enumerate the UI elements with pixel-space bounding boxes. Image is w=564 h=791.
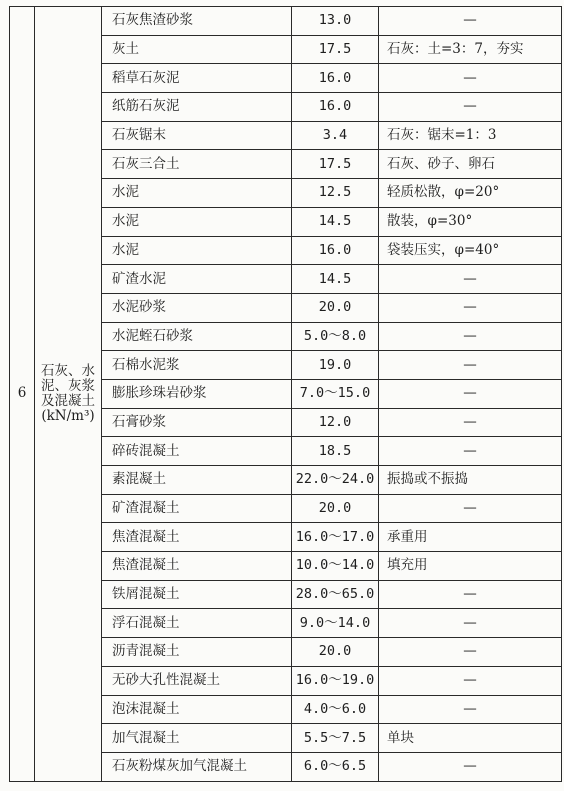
weight-value-cell: 17.5	[292, 150, 379, 179]
note-cell: —	[379, 638, 562, 667]
weight-value-cell: 17.5	[292, 35, 379, 64]
note-cell: —	[379, 265, 562, 294]
note-cell: 石灰、砂子、卵石	[379, 150, 562, 179]
weight-value-cell: 20.0	[292, 638, 379, 667]
note-cell: 散装，φ=30°	[379, 207, 562, 236]
weight-value-cell: 20.0	[292, 494, 379, 523]
weight-value-cell: 12.5	[292, 179, 379, 208]
weight-value-cell: 16.0	[292, 93, 379, 122]
note-cell: 石灰：锯末=1：3	[379, 121, 562, 150]
weight-value-cell: 16.0～17.0	[292, 523, 379, 552]
material-cell: 水泥砂浆	[102, 293, 292, 322]
weight-value-cell: 7.0～15.0	[292, 379, 379, 408]
group-number: 6	[10, 7, 35, 782]
material-cell: 石灰焦渣砂浆	[102, 7, 292, 36]
weight-value-cell: 13.0	[292, 7, 379, 36]
note-cell: —	[379, 322, 562, 351]
table-row	[10, 7, 562, 36]
note-cell: —	[379, 437, 562, 466]
note-cell: 承重用	[379, 523, 562, 552]
category-line: 石灰、水	[41, 362, 95, 379]
weight-value-cell: 4.0～6.0	[292, 695, 379, 724]
material-cell: 矿渣混凝土	[102, 494, 292, 523]
note-cell: —	[379, 7, 562, 36]
material-cell: 沥青混凝土	[102, 638, 292, 667]
material-cell: 石灰锯末	[102, 121, 292, 150]
note-cell: —	[379, 666, 562, 695]
note-cell: —	[379, 609, 562, 638]
category-line: (kN/m³)	[41, 407, 95, 424]
material-cell: 石膏砂浆	[102, 408, 292, 437]
table-body	[10, 7, 562, 782]
weight-value-cell: 14.5	[292, 207, 379, 236]
weight-value-cell: 14.5	[292, 265, 379, 294]
material-cell: 水泥	[102, 236, 292, 265]
material-cell: 水泥蛭石砂浆	[102, 322, 292, 351]
material-cell: 石棉水泥浆	[102, 351, 292, 380]
category-line: 泥、灰浆	[41, 377, 95, 394]
weight-value-cell: 18.5	[292, 437, 379, 466]
weight-value-cell: 16.0	[292, 236, 379, 265]
note-cell: —	[379, 351, 562, 380]
material-cell: 无砂大孔性混凝土	[102, 666, 292, 695]
note-cell: —	[379, 293, 562, 322]
material-cell: 水泥	[102, 179, 292, 208]
material-cell: 素混凝土	[102, 466, 292, 495]
weight-value-cell: 3.4	[292, 121, 379, 150]
material-cell: 加气混凝土	[102, 724, 292, 753]
material-weight-table	[9, 6, 562, 782]
weight-value-cell: 6.0～6.5	[292, 752, 379, 781]
material-cell: 水泥	[102, 207, 292, 236]
material-cell: 碎砖混凝土	[102, 437, 292, 466]
note-cell: —	[379, 408, 562, 437]
note-cell: —	[379, 64, 562, 93]
material-cell: 铁屑混凝土	[102, 580, 292, 609]
material-cell: 石灰粉煤灰加气混凝土	[102, 752, 292, 781]
material-cell: 焦渣混凝土	[102, 523, 292, 552]
note-cell: 单块	[379, 724, 562, 753]
weight-value-cell: 5.5～7.5	[292, 724, 379, 753]
category-line: 及混凝土	[41, 392, 95, 409]
material-cell: 泡沫混凝土	[102, 695, 292, 724]
weight-value-cell: 19.0	[292, 351, 379, 380]
note-cell: —	[379, 494, 562, 523]
note-cell: —	[379, 93, 562, 122]
note-cell: 填充用	[379, 552, 562, 581]
note-cell: —	[379, 580, 562, 609]
material-cell: 灰土	[102, 35, 292, 64]
note-cell: 振捣或不振捣	[379, 466, 562, 495]
weight-value-cell: 10.0～14.0	[292, 552, 379, 581]
weight-value-cell: 12.0	[292, 408, 379, 437]
material-cell: 稻草石灰泥	[102, 64, 292, 93]
weight-value-cell: 16.0	[292, 64, 379, 93]
material-cell: 膨胀珍珠岩砂浆	[102, 379, 292, 408]
group-category	[35, 7, 102, 782]
note-cell: 石灰：土=3：7，夯实	[379, 35, 562, 64]
note-cell: 袋装压实，φ=40°	[379, 236, 562, 265]
note-cell: —	[379, 695, 562, 724]
weight-value-cell: 9.0～14.0	[292, 609, 379, 638]
note-cell: —	[379, 752, 562, 781]
material-cell: 纸筋石灰泥	[102, 93, 292, 122]
material-cell: 矿渣水泥	[102, 265, 292, 294]
weight-value-cell: 20.0	[292, 293, 379, 322]
note-cell: —	[379, 379, 562, 408]
weight-value-cell: 22.0～24.0	[292, 466, 379, 495]
material-cell: 石灰三合土	[102, 150, 292, 179]
weight-value-cell: 5.0～8.0	[292, 322, 379, 351]
weight-value-cell: 16.0～19.0	[292, 666, 379, 695]
weight-value-cell: 28.0～65.0	[292, 580, 379, 609]
material-cell: 浮石混凝土	[102, 609, 292, 638]
note-cell: 轻质松散，φ=20°	[379, 179, 562, 208]
material-cell: 焦渣混凝土	[102, 552, 292, 581]
